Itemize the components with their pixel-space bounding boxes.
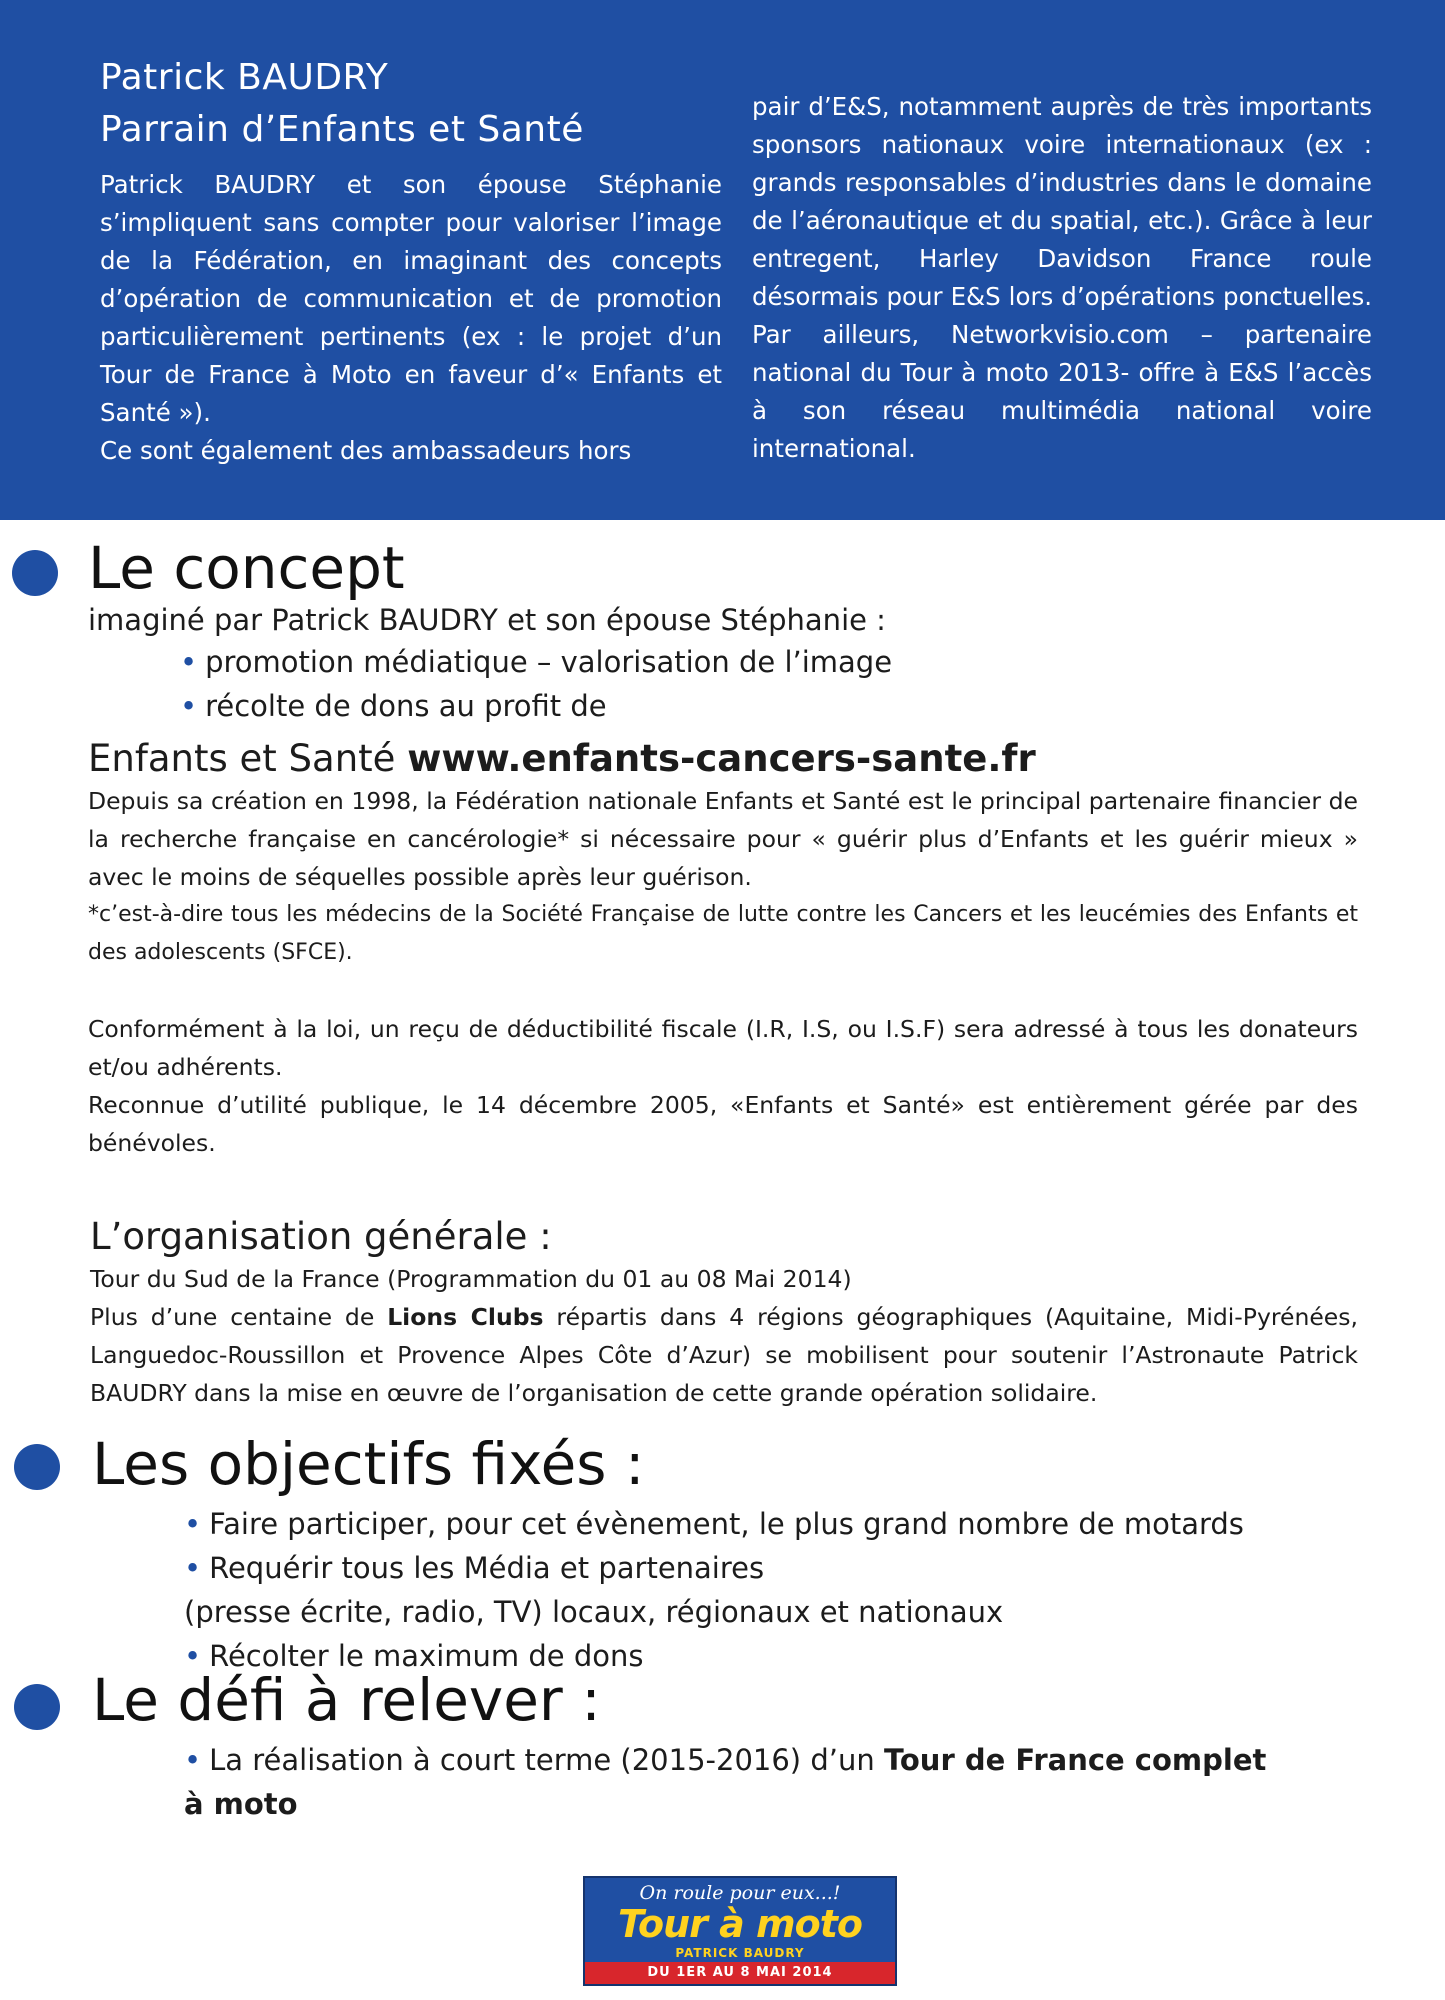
concept-paragraph-2: Conformément à la loi, un reçu de déductibilité fiscale (I.R, I.S, ou I.S.F) sera adressé à tous les donateurs et/ou adhérents. bbox=[88, 1015, 1358, 1081]
list-item-continuation: (presse écrite, radio, TV) locaux, régionaux et nationaux bbox=[184, 1595, 1004, 1629]
organisation-text-after: répartis dans 4 régions géographiques (Aquitaine, Midi-Pyrénées, Languedoc-Roussillon et Provence Alpes Côte d’Azur) se mobilisent pour soutenir l’Astronaute Patrick BAUDRY dans la mise en œuvre de l’organisation de cette grande opération solidaire. bbox=[90, 1303, 1358, 1407]
header-left-paragraph: Patrick BAUDRY et son épouse Stéphanie s’impliquent sans compter pour valoriser l’image de la Fédération, en imaginant des concepts d’opération de communication et de promotion particulièrement pertinents (ex : le projet d’un Tour de France à Moto en faveur d’« Enfants et Santé »). bbox=[100, 170, 722, 427]
organisation-text-before: Plus d’une centaine de bbox=[90, 1303, 388, 1331]
section-bullet-dot bbox=[12, 550, 58, 596]
org-name: Enfants et Santé bbox=[88, 737, 396, 780]
list-item-text: Récolter le maximum de dons bbox=[209, 1639, 644, 1673]
concept-subtitle: imaginé par Patrick BAUDRY et son épouse Stéphanie : bbox=[88, 603, 886, 637]
list-item bbox=[184, 1502, 1292, 1546]
header-title-line1: Patrick BAUDRY bbox=[100, 57, 389, 98]
list-item bbox=[180, 684, 1358, 728]
logo-name: PATRICK BAUDRY bbox=[675, 1946, 805, 1960]
bullet-icon: • bbox=[180, 689, 198, 723]
header-left-column bbox=[100, 52, 722, 470]
concept-paragraph-3: Reconnue d’utilité publique, le 14 décembre 2005, «Enfants et Santé» est entièrement gérée par des bénévoles. bbox=[88, 1091, 1358, 1157]
concept-bullet-list bbox=[180, 640, 1358, 728]
bullet-icon: • bbox=[184, 1551, 202, 1585]
section-bullet-dot bbox=[14, 1684, 60, 1730]
defi-text-before: La réalisation à court terme (2015-2016) d’un bbox=[209, 1743, 884, 1777]
org-heading bbox=[88, 736, 1358, 782]
defi-text-bold: Tour de France complet à moto bbox=[184, 1743, 1267, 1821]
concept-footnote: *c’est-à-dire tous les médecins de la Société Française de lutte contre les Cancers et les leucémies des Enfants et des adolescents (SFCE). bbox=[88, 902, 1358, 965]
bullet-icon: • bbox=[184, 1639, 202, 1673]
objectifs-list bbox=[184, 1502, 1292, 1678]
header-right-column bbox=[752, 88, 1372, 468]
list-item bbox=[184, 1546, 1292, 1590]
defi-heading: Le défi à relever : bbox=[92, 1666, 601, 1734]
header-right-paragraph: pair d’E&S, notamment auprès de très importants sponsors nationaux voire internationaux (ex : grands responsables d’industries dans le domaine de l’aéronautique et du spatial, etc.). Grâce à leur entregent, Harley Davidson France roule désormais pour E&S lors d’opérations ponctuelles. Par ailleurs, Networkvisio.com – partenaire national du Tour à moto 2013- offre à E&S l’accès à son réseau multimédia national voire international. bbox=[752, 92, 1372, 463]
header-band bbox=[0, 0, 1445, 520]
concept-paragraph-1: Depuis sa création en 1998, la Fédération nationale Enfants et Santé est le principal partenaire financier de la recherche française en cancérologie* si nécessaire pour « guérir plus d’Enfants et les guérir mieux » avec le moins de séquelles possible après leur guérison. bbox=[88, 787, 1358, 891]
logo-title: Tour à moto bbox=[618, 1902, 862, 1946]
defi-section bbox=[92, 1668, 1292, 1826]
header-left-paragraph-2: Ce sont également des ambassadeurs hors bbox=[100, 436, 632, 465]
tour-a-moto-logo bbox=[583, 1876, 897, 1986]
bullet-icon: • bbox=[184, 1743, 202, 1777]
concept-heading: Le concept bbox=[88, 534, 405, 602]
header-title bbox=[100, 52, 722, 156]
objectifs-section bbox=[92, 1432, 1292, 1678]
list-item bbox=[180, 640, 1358, 684]
logo-tagline: On roule pour eux...! bbox=[639, 1882, 841, 1904]
org-url-link[interactable]: www.enfants-cancers-sante.fr bbox=[407, 737, 1036, 780]
objectifs-heading: Les objectifs fixés : bbox=[92, 1430, 645, 1498]
defi-list bbox=[184, 1738, 1292, 1826]
section-bullet-dot bbox=[14, 1444, 60, 1490]
concept-section bbox=[88, 536, 1358, 1162]
list-item-text: Faire participer, pour cet évènement, le plus grand nombre de motards bbox=[209, 1507, 1244, 1541]
header-title-line2: Parrain d’Enfants et Santé bbox=[100, 109, 584, 150]
organisation-section bbox=[90, 1214, 1358, 1412]
organisation-paragraph bbox=[90, 1298, 1358, 1412]
list-item-text: promotion médiatique – valorisation de l’image bbox=[205, 645, 893, 679]
organisation-heading: L’organisation générale : bbox=[90, 1215, 552, 1258]
organisation-lions-clubs: Lions Clubs bbox=[387, 1303, 544, 1331]
organisation-line1: Tour du Sud de la France (Programmation du 01 au 08 Mai 2014) bbox=[90, 1265, 852, 1293]
bullet-icon: • bbox=[184, 1507, 202, 1541]
list-item-text: récolte de dons au profit de bbox=[205, 689, 607, 723]
logo-dates: DU 1ER AU 8 MAI 2014 bbox=[585, 1962, 895, 1984]
bullet-icon: • bbox=[180, 645, 198, 679]
list-item bbox=[184, 1738, 1292, 1826]
list-item-text: Requérir tous les Média et partenaires bbox=[209, 1551, 765, 1585]
